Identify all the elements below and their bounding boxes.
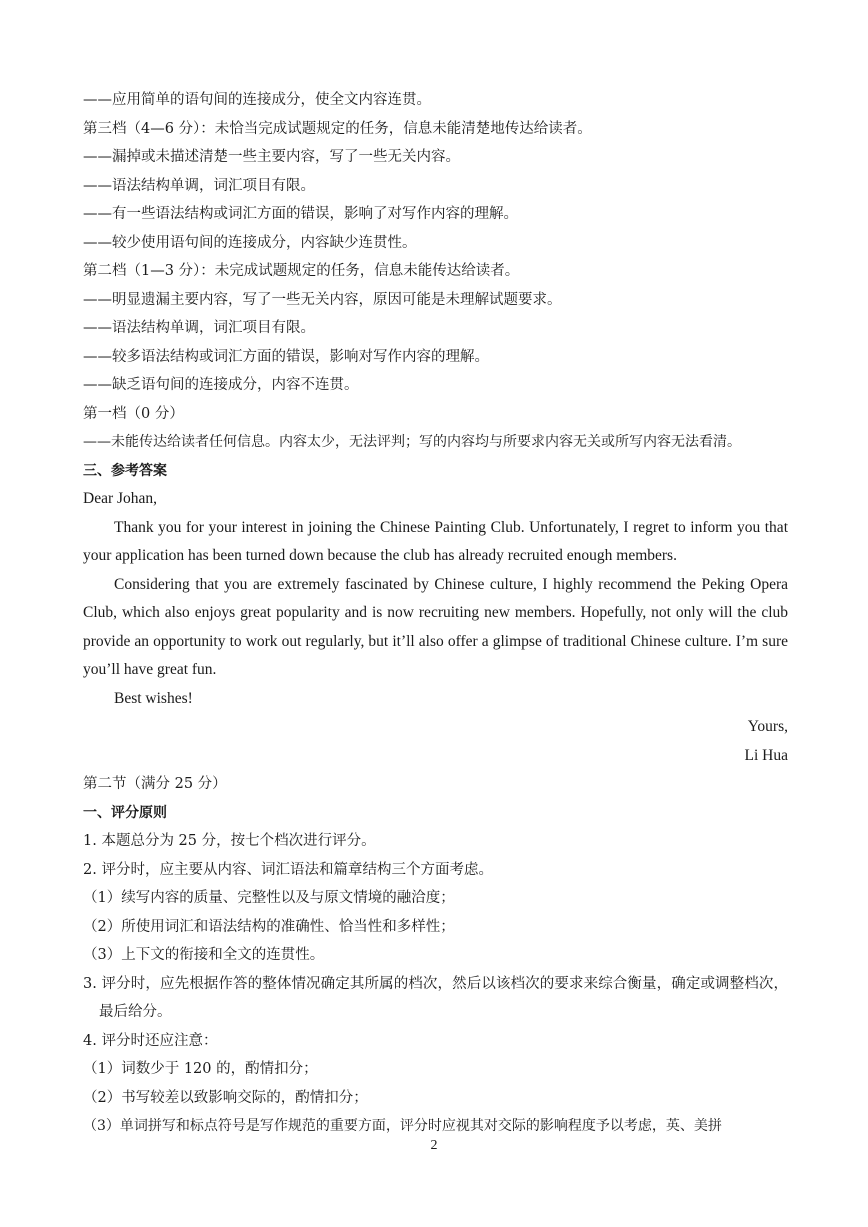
principle-item: 4. 评分时还应注意： bbox=[83, 1032, 218, 1049]
grade-band-heading: 第二档（1—3 分）：未完成试题规定的任务，信息未能传达给读者。 bbox=[83, 263, 520, 279]
principle-subitem: （3）单词拼写和标点符号是写作规范的重要方面，评分时应视其对交际的影响程度予以考虑，英、美拼 bbox=[83, 1118, 722, 1134]
letter-signature: Li Hua bbox=[744, 746, 788, 764]
criteria-line: ——明显遗漏主要内容，写了一些无关内容，原因可能是未理解试题要求。 bbox=[83, 291, 562, 308]
principle-subitem: （1）词数少于 120 的，酌情扣分； bbox=[83, 1061, 318, 1077]
principle-item: 1. 本题总分为 25 分，按七个档次进行评分。 bbox=[83, 833, 376, 849]
section-heading: 一、评分原则 bbox=[83, 804, 167, 821]
letter-paragraph: Thank you for your interest in joining the Chinese Painting Club. Unfortunately, I regret to inform you that your application has been turned down because the club has already recruited enough members. bbox=[83, 518, 788, 564]
criteria-line: ——未能传达给读者任何信息。内容太少，无法评判；写的内容均与所要求内容无关或所写内容无法看清。 bbox=[83, 434, 741, 450]
section-title: 第二节（满分 25 分） bbox=[83, 776, 227, 792]
grade-band-heading: 第三档（4—6 分）：未恰当完成试题规定的任务，信息未能清楚地传达给读者。 bbox=[83, 120, 592, 137]
section-heading: 三、参考答案 bbox=[83, 462, 167, 479]
principle-subitem: （1）续写内容的质量、完整性以及与原文情境的融洽度； bbox=[83, 890, 455, 906]
criteria-line: ——漏掉或未描述清楚一些主要内容，写了一些无关内容。 bbox=[83, 149, 460, 165]
principle-subitem: （2）书写较差以致影响交际的，酌情扣分； bbox=[83, 1089, 368, 1106]
criteria-line: ——应用简单的语句间的连接成分，使全文内容连贯。 bbox=[83, 92, 431, 108]
letter-signoff: Yours, bbox=[747, 718, 788, 735]
criteria-line: ——语法结构单调，词汇项目有限。 bbox=[83, 177, 315, 194]
principle-subitem: （3）上下文的衔接和全文的连贯性。 bbox=[83, 947, 325, 963]
letter-closing: Best wishes! bbox=[114, 689, 193, 707]
grade-band-heading: 第一档（0 分） bbox=[83, 405, 184, 422]
principle-item: 2. 评分时，应主要从内容、词汇语法和篇章结构三个方面考虑。 bbox=[83, 861, 493, 878]
principle-item: 3. 评分时，应先根据作答的整体情况确定其所属的档次，然后以该档次的要求来综合衡量，确定或调整档次，最后给分。 bbox=[83, 975, 788, 1020]
document-page bbox=[83, 86, 788, 1141]
criteria-line: ——语法结构单调，词汇项目有限。 bbox=[83, 320, 315, 336]
criteria-line: ——有一些语法结构或词汇方面的错误，影响了对写作内容的理解。 bbox=[83, 206, 518, 222]
criteria-line: ——缺乏语句间的连接成分，内容不连贯。 bbox=[83, 377, 359, 393]
criteria-line: ——较多语法结构或词汇方面的错误，影响对写作内容的理解。 bbox=[83, 348, 489, 365]
principle-subitem: （2）所使用词汇和语法结构的准确性、恰当性和多样性； bbox=[83, 918, 455, 935]
page-number: 2 bbox=[430, 1138, 438, 1153]
letter-salutation: Dear Johan, bbox=[83, 490, 158, 507]
letter-paragraph: Considering that you are extremely fascinated by Chinese culture, I highly recommend the Peking Opera Club, which also enjoys great popularity and is now recruiting new members. Hopefully, not only will the club provide an opportunity to work out regularly, but it’ll also offer a glimpse of traditional Chinese culture. I’m sure you’ll have great fun. bbox=[83, 575, 788, 678]
criteria-line: ——较少使用语句间的连接成分，内容缺少连贯性。 bbox=[83, 234, 417, 251]
